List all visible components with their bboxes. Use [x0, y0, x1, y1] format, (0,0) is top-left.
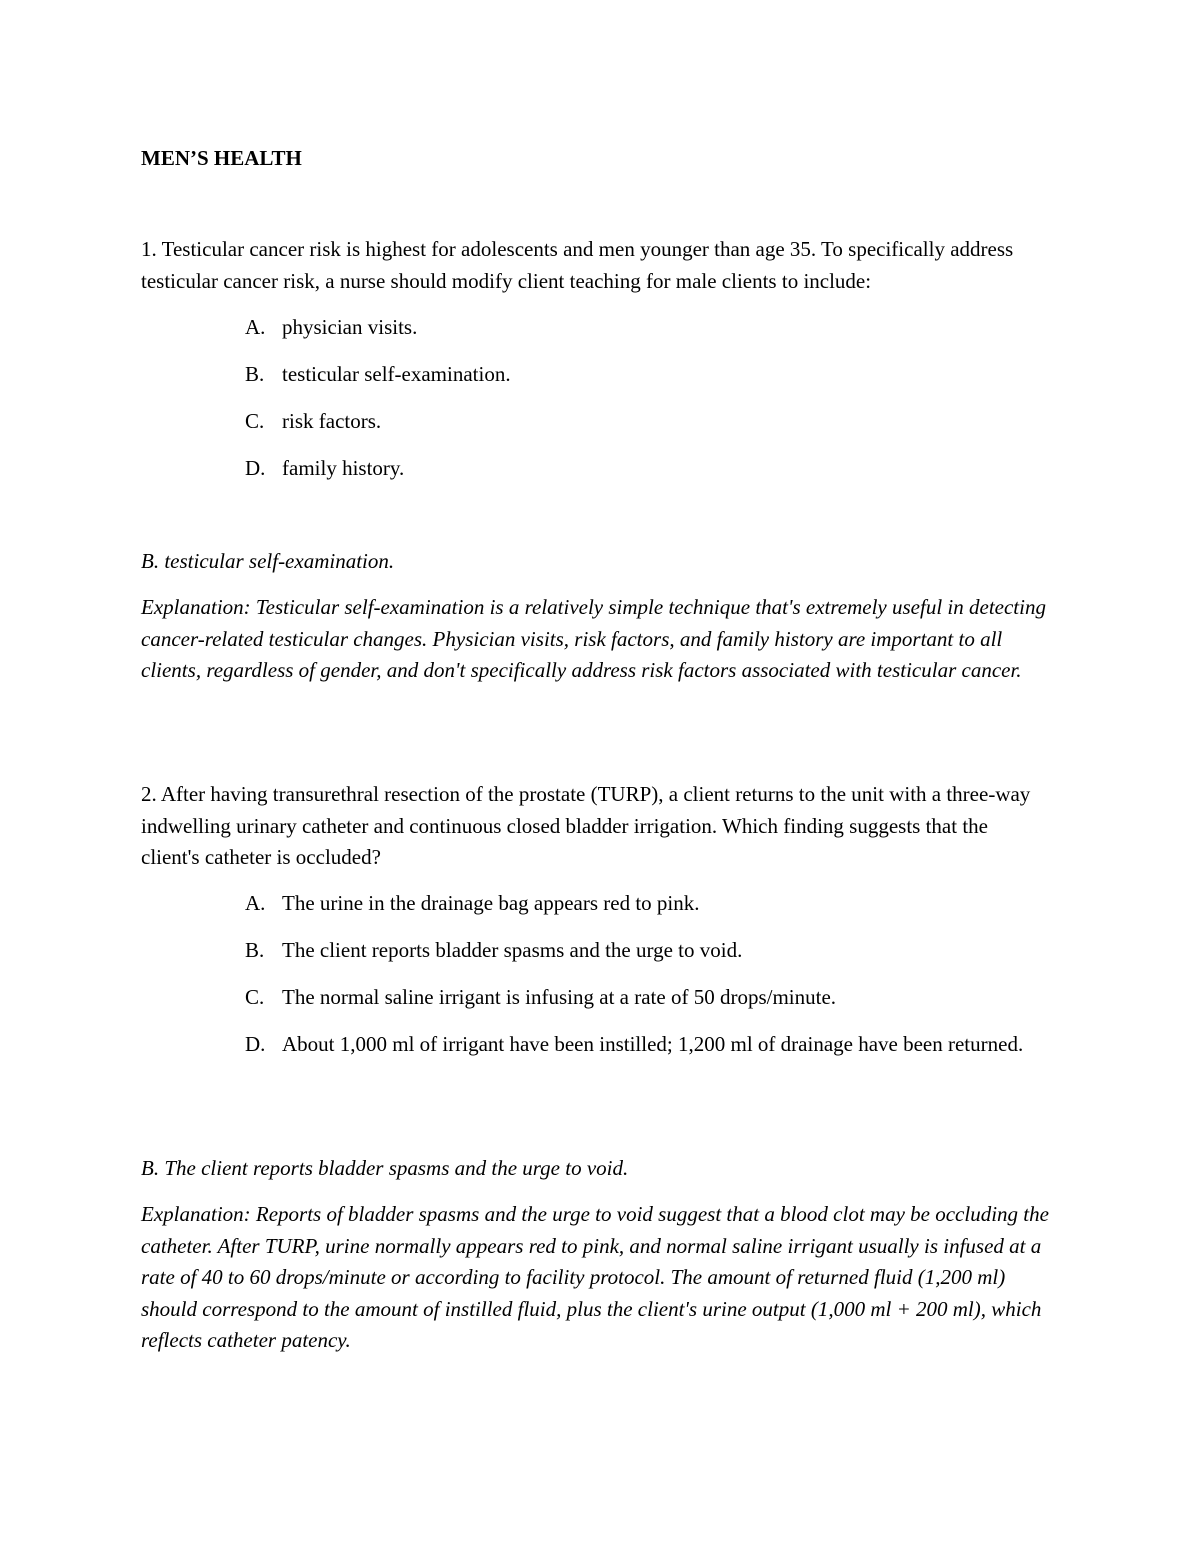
question-1-options	[245, 312, 1035, 500]
option-letter: C.	[245, 409, 265, 433]
option-text: The client reports bladder spasms and the urge to void.	[282, 938, 743, 962]
document-page	[141, 0, 1061, 1553]
question-1-explanation: Explanation: Testicular self-examination is a relatively simple technique that's extremely useful in detecting cancer-related testicular changes. Physician visits, risk factors, and family history are important to all clients, regardless of gender, and don't specifically address risk factors associated with testicular cancer.	[141, 595, 1046, 682]
question-2-answer: B. The client reports bladder spasms and the urge to void.	[141, 1156, 629, 1180]
question-2-explanation: Explanation: Reports of bladder spasms and the urge to void suggest that a blood clot may be occluding the catheter. After TURP, urine normally appears red to pink, and normal saline irrigant usually is infused at a rate of 40 to 60 drops/minute or according to facility protocol. The amount of returned fluid (1,200 ml) should correspond to the amount of instilled fluid, plus the client's urine output (1,000 ml + 200 ml), which reflects catheter patency.	[141, 1202, 1049, 1352]
question-2-option-a	[245, 888, 1035, 920]
option-letter: A.	[245, 891, 266, 915]
question-2-option-b	[245, 935, 1035, 967]
question-1-option-a	[245, 312, 1035, 344]
question-1-option-c	[245, 406, 1035, 438]
option-letter: B.	[245, 938, 265, 962]
option-text: risk factors.	[282, 409, 382, 433]
document-title: MEN’S HEALTH	[141, 146, 302, 170]
option-letter: D.	[245, 1032, 266, 1056]
option-letter: C.	[245, 985, 265, 1009]
option-text: The normal saline irrigant is infusing at a rate of 50 drops/minute.	[282, 985, 837, 1009]
option-letter: A.	[245, 315, 266, 339]
option-letter: D.	[245, 456, 266, 480]
question-2-stem: 2. After having transurethral resection of the prostate (TURP), a client returns to the unit with a three-way indwelling urinary catheter and continuous closed bladder irrigation. Which finding suggests that the client's catheter is occluded?	[141, 782, 1031, 869]
option-text: The urine in the drainage bag appears red to pink.	[282, 891, 700, 915]
option-letter: B.	[245, 362, 265, 386]
question-1-answer: B. testicular self-examination.	[141, 549, 395, 573]
option-text: About 1,000 ml of irrigant have been instilled; 1,200 ml of drainage have been returned.	[282, 1032, 1024, 1056]
question-2-option-d	[245, 1029, 1035, 1061]
option-text: testicular self-examination.	[282, 362, 511, 386]
question-2-option-c	[245, 982, 1035, 1014]
option-text: family history.	[282, 456, 405, 480]
question-2-options	[245, 888, 1035, 1076]
option-text: physician visits.	[282, 315, 418, 339]
question-1-stem: 1. Testicular cancer risk is highest for adolescents and men younger than age 35. To specifically address testicular cancer risk, a nurse should modify client teaching for male clients to include:	[141, 237, 1014, 293]
question-1-option-b	[245, 359, 1035, 391]
question-1-option-d	[245, 453, 1035, 485]
